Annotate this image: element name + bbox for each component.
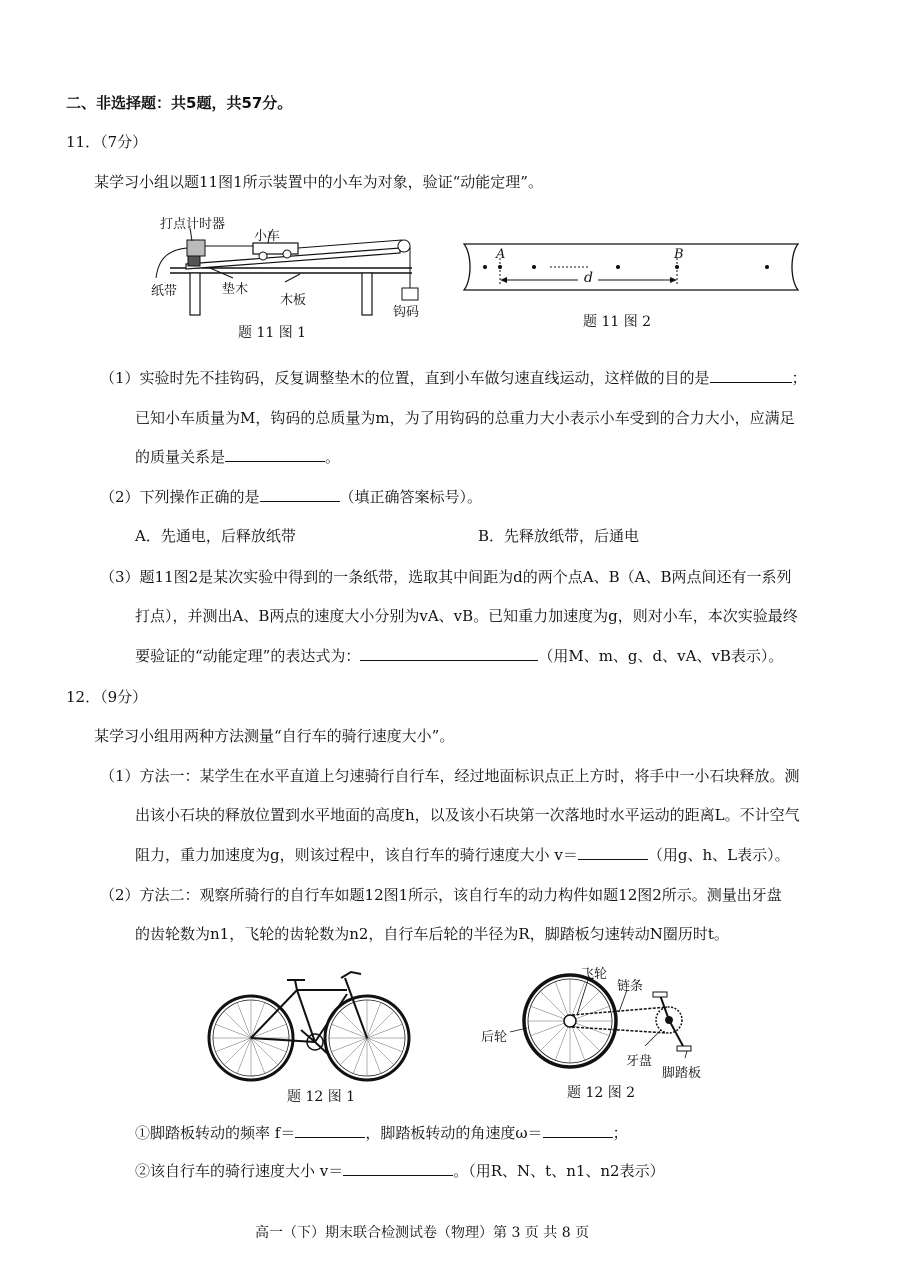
q11-p3-line3 (135, 645, 783, 666)
q12-sub1-a: ①脚踏板转动的频率 f＝ (135, 1124, 296, 1142)
q12-p1-line2: 出该小石块的释放位置到水平地面的高度h，以及该小石块第一次落地时水平运动的距离L。不计空气 (135, 806, 800, 824)
q11-p1-text3: 的质量关系是 (135, 448, 226, 466)
q11-fig2-tape (460, 240, 805, 295)
label-pedal: 脚踏板 (662, 1066, 702, 1081)
q12-sub2-a: ②该自行车的骑行速度大小 v＝ (135, 1162, 344, 1180)
q12-fig1-bicycle (205, 960, 415, 1085)
q12-p2-line2: 的齿轮数为n1，飞轮的齿轮数为n2，自行车后轮的半径为R，脚踏板匀速转动N圈历时t。 (135, 925, 729, 943)
q11-p3-end: （用M、m、g、d、vA、vB表示）。 (538, 647, 784, 665)
q12-p1-line3 (135, 844, 790, 865)
label-d: d (584, 270, 593, 286)
section-title: 二、非选择题：共5题，共57分。 (66, 94, 293, 112)
q11-option-b: B．先释放纸带，后通电 (478, 527, 640, 545)
answer-blank[interactable] (260, 487, 340, 502)
q11-p3-line1: （3）题11图2是某次实验中得到的一条纸带，选取其中间距为d的两个点A、B（A、B两点间还有一系列 (100, 568, 792, 586)
q11-number: 11．（7分） (66, 133, 148, 151)
answer-blank[interactable] (295, 1123, 365, 1138)
answer-blank[interactable] (225, 447, 325, 462)
q12-intro: 某学习小组用两种方法测量“自行车的骑行速度大小”。 (94, 727, 455, 745)
label-tape: 纸带 (151, 284, 178, 299)
q12-sub1-b: ，脚踏板转动的角速度ω＝ (365, 1124, 543, 1142)
q11-intro: 某学习小组以题11图1所示装置中的小车为对象，验证“动能定理”。 (94, 173, 543, 191)
page-footer: 高一（下）期末联合检测试卷（物理）第 3 页 共 8 页 (255, 1225, 590, 1241)
q12-fig1-caption: 题 12 图 1 (287, 1089, 356, 1105)
label-block: 垫木 (222, 282, 249, 297)
label-flywheel: 飞轮 (581, 967, 608, 982)
q12-sub2-end: 。（用R、N、t、n1、n2表示） (453, 1162, 665, 1180)
q11-p2-text: （2）下列操作正确的是 (100, 488, 260, 506)
q11-p3-text3: 要验证的“动能定理”的表达式为： (135, 647, 361, 665)
label-weight: 钩码 (393, 305, 420, 320)
q11-fig2-caption: 题 11 图 2 (583, 314, 652, 330)
punct: ； (791, 369, 807, 387)
answer-blank[interactable] (343, 1161, 453, 1176)
label-chain: 链条 (617, 979, 644, 994)
answer-blank[interactable] (578, 845, 648, 860)
label-board: 木板 (280, 293, 307, 308)
q11-p1-line3 (135, 446, 340, 467)
label-timer: 打点计时器 (160, 217, 226, 232)
q11-p2-end: （填正确答案标号）。 (339, 488, 483, 506)
q12-p1-line1: （1）方法一：某学生在水平直道上匀速骑行自行车，经过地面标识点正上方时，将手中一小石块释放。测 (100, 767, 800, 785)
q12-sub1 (135, 1122, 628, 1143)
q11-option-a: A．先通电，后释放纸带 (135, 527, 296, 545)
punct: 。 (325, 448, 341, 466)
q11-p1-line2: 已知小车质量为M，钩码的总质量为m，为了用钩码的总重力大小表示小车受到的合力大小，应满足 (135, 409, 795, 427)
label-rear-wheel: 后轮 (481, 1030, 508, 1045)
answer-blank[interactable] (360, 646, 538, 661)
label-chainring: 牙盘 (626, 1054, 653, 1069)
q11-p1-text: （1）实验时先不挂钩码，反复调整垫木的位置，直到小车做匀速直线运动，这样做的目的是 (100, 369, 710, 387)
q11-p2-line (100, 486, 482, 507)
label-car: 小车 (254, 229, 281, 244)
answer-blank[interactable] (710, 368, 792, 383)
q12-fig2-drivetrain (515, 960, 715, 1075)
q12-p2-line1: （2）方法二：观察所骑行的自行车如题12图1所示，该自行车的动力构件如题12图2所示。测量出牙盘 (100, 886, 782, 904)
q12-number: 12．（9分） (66, 688, 148, 706)
label-b: B (674, 247, 684, 262)
q11-fig1-caption: 题 11 图 1 (238, 325, 307, 341)
punct: ； (612, 1124, 628, 1142)
q12-sub2 (135, 1160, 665, 1181)
label-a: A (496, 247, 506, 262)
q12-fig2-caption: 题 12 图 2 (567, 1085, 636, 1101)
q11-p1-line1 (100, 367, 807, 388)
answer-blank[interactable] (543, 1123, 613, 1138)
q12-p1-end: （用g、h、L表示）。 (647, 846, 790, 864)
q12-p1-text3: 阻力，重力加速度为g，则该过程中，该自行车的骑行速度大小 v＝ (135, 846, 578, 864)
q11-p3-line2: 打点），并测出A、B两点的速度大小分别为vA、vB。已知重力加速度为g，则对小车，本次实验最终 (135, 607, 798, 625)
